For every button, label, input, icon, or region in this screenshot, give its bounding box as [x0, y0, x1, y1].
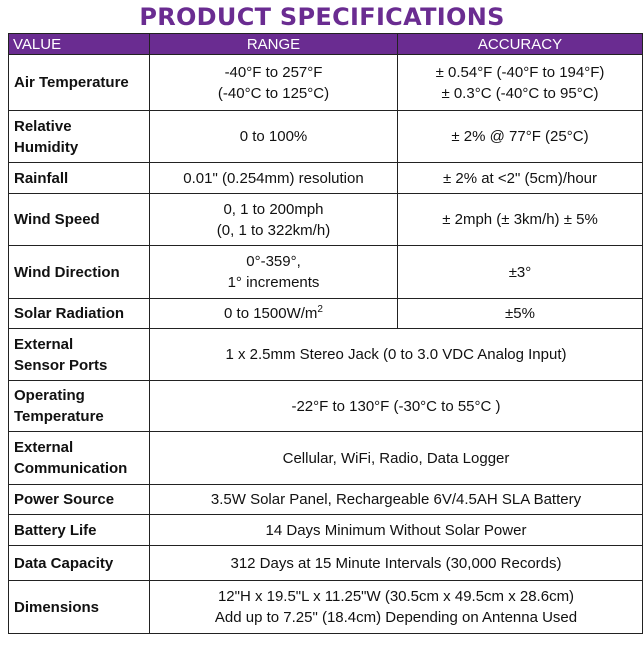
spec-label: [9, 581, 150, 634]
spec-label-line: External: [14, 335, 74, 353]
spec-range-line: (0, 1 to 322km/h): [216, 221, 331, 239]
spec-combined-value-line: -22°F to 130°F (-30°C to 55°C ): [291, 397, 501, 415]
spec-range: [150, 111, 398, 163]
spec-label: [9, 546, 150, 581]
spec-combined-value-line: Cellular, WiFi, Radio, Data Logger: [282, 449, 510, 467]
spec-range-line: 0 to 100%: [239, 128, 308, 145]
spec-combined-value-line: 14 Days Minimum Without Solar Power: [265, 521, 527, 539]
spec-combined-value: [150, 581, 643, 634]
table-row: [9, 485, 643, 515]
spec-accuracy-line: ± 2% @ 77°F (25°C): [451, 128, 589, 145]
spec-accuracy: [398, 163, 643, 194]
spec-accuracy-line: ± 0.54°F (-40°F to 194°F): [435, 63, 605, 81]
spec-range-line: 1° increments: [227, 274, 320, 291]
specifications-table: [8, 33, 643, 634]
spec-range: [150, 55, 398, 111]
spec-combined-value: [150, 432, 643, 485]
spec-label-line: Dimensions: [14, 598, 100, 616]
header-value: VALUE: [9, 34, 150, 55]
spec-label-line: Solar Radiation: [14, 305, 125, 322]
spec-label-line: Wind Direction: [14, 263, 120, 281]
spec-combined-value-line: 12"H x 19.5"L x 11.25"W (30.5cm x 49.5cm x 28.6cm): [217, 588, 575, 605]
superscript: 2: [317, 304, 323, 315]
spec-label: [9, 194, 150, 246]
table-row: [9, 546, 643, 581]
spec-range: [150, 163, 398, 194]
spec-range: [150, 299, 398, 329]
spec-accuracy: [398, 111, 643, 163]
spec-combined-value: [150, 515, 643, 546]
spec-range-line: 0, 1 to 200mph: [223, 200, 324, 218]
table-row: [9, 432, 643, 485]
spec-label-line: Operating: [14, 387, 85, 404]
spec-combined-value: [150, 329, 643, 381]
spec-label: [9, 432, 150, 485]
spec-accuracy-line: ±3°: [508, 263, 532, 281]
spec-range-line: 0 to $1500W/m^2$: [224, 304, 323, 322]
spec-combined-value: [150, 546, 643, 581]
spec-accuracy: [398, 194, 643, 246]
spec-label: [9, 515, 150, 546]
table-body: [9, 55, 643, 634]
table-row: [9, 581, 643, 634]
spec-combined-value: [150, 485, 643, 515]
spec-label-line: Temperature: [14, 408, 104, 425]
spec-label: [9, 55, 150, 111]
table-row: [9, 194, 643, 246]
table-row: [9, 163, 643, 194]
spec-label-line: Communication: [14, 460, 128, 477]
spec-label-line: Relative: [14, 117, 72, 135]
spec-label-line: Battery Life: [14, 521, 97, 539]
spec-label: [9, 329, 150, 381]
spec-label-line: External: [14, 439, 74, 456]
header-range: RANGE: [150, 34, 398, 55]
spec-label-line: Sensor Ports: [14, 356, 108, 374]
spec-label-line: Wind Speed: [14, 211, 100, 228]
table-header-row: [9, 34, 643, 55]
spec-accuracy-line: ±5%: [505, 305, 535, 322]
spec-label-line: Data Capacity: [14, 554, 114, 572]
spec-accuracy: [398, 246, 643, 299]
spec-range-line: 0.01" (0.254mm) resolution: [183, 169, 364, 187]
spec-label: [9, 246, 150, 299]
spec-label-line: Air Temperature: [14, 74, 129, 91]
spec-accuracy: [398, 55, 643, 111]
spec-combined-value: [150, 381, 643, 432]
spec-label-line: Power Source: [14, 491, 115, 508]
table-row: [9, 246, 643, 299]
table-row: [9, 329, 643, 381]
spec-accuracy-line: ± 2% at <2" (5cm)/hour: [442, 169, 598, 187]
spec-label: [9, 163, 150, 194]
header-accuracy: ACCURACY: [398, 34, 643, 55]
spec-label: [9, 299, 150, 329]
spec-range-line: 0°-359°,: [246, 253, 301, 270]
table-row: [9, 111, 643, 163]
spec-range-line: (-40°C to 125°C): [217, 84, 330, 102]
spec-combined-value-line: 1 x 2.5mm Stereo Jack (0 to 3.0 VDC Analog Input): [225, 346, 567, 363]
table-row: [9, 55, 643, 111]
spec-label: [9, 381, 150, 432]
table-row: [9, 515, 643, 546]
spec-label: [9, 485, 150, 515]
spec-range: [150, 246, 398, 299]
spec-range: [150, 194, 398, 246]
spec-accuracy: [398, 299, 643, 329]
spec-label-line: Rainfall: [14, 169, 69, 187]
table-row: [9, 299, 643, 329]
spec-label: [9, 111, 150, 163]
table-row: [9, 381, 643, 432]
spec-combined-value-line: 3.5W Solar Panel, Rechargeable 6V/4.5AH SLA Battery: [210, 491, 582, 508]
page-title: PRODUCT SPECIFICATIONS: [139, 3, 505, 31]
spec-combined-value-line: Add up to 7.25" (18.4cm) Depending on Antenna Used: [214, 609, 578, 626]
spec-range-line: -40°F to 257°F: [224, 63, 323, 81]
spec-accuracy-line: ± 2mph (± 3km/h) ± 5%: [442, 211, 598, 228]
spec-combined-value-line: 312 Days at 15 Minute Intervals (30,000 Records): [230, 554, 562, 572]
spec-label-line: Humidity: [14, 138, 79, 156]
spec-accuracy-line: ± 0.3°C (-40°C to 95°C): [441, 84, 599, 102]
